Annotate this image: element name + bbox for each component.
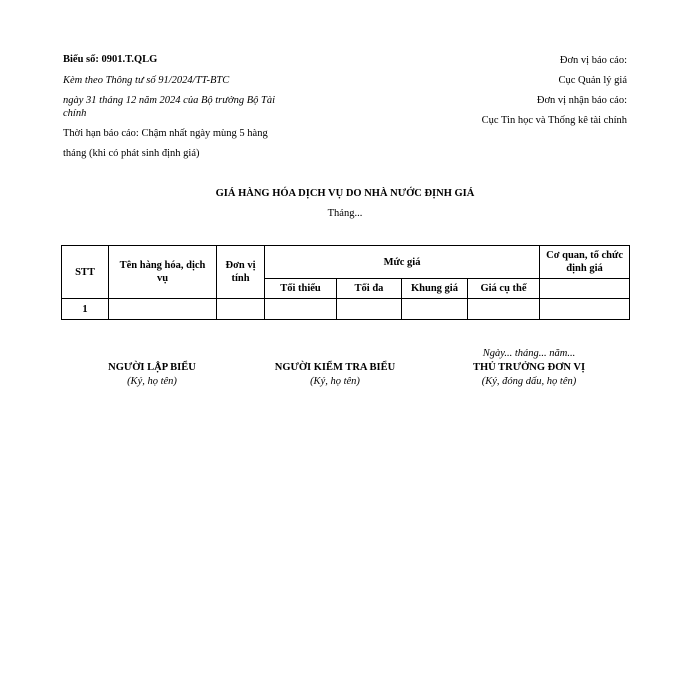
header-unit-line1: Đơn vị xyxy=(225,260,256,271)
reporting-unit: Cục Quản lý giá xyxy=(558,75,627,86)
subheader-min: Tối thiểu xyxy=(265,279,337,299)
signature-date: Ngày... tháng... năm... xyxy=(482,348,576,359)
circular-date-line1: ngày 31 tháng 12 năm 2024 của Bộ trưởng Bộ Tài xyxy=(63,95,275,106)
header-item-name-line1: Tên hàng hóa, dịch xyxy=(119,260,206,271)
header-item-name-line2: vụ xyxy=(156,273,169,284)
subheader-range: Khung giá xyxy=(402,279,468,299)
header-pricing-agency-line2: định giá xyxy=(566,263,603,274)
header-item-name xyxy=(109,246,217,299)
receiving-unit-label: Đơn vị nhận báo cáo: xyxy=(536,95,627,106)
subheader-agency-blank xyxy=(540,279,630,299)
row1-agency xyxy=(540,299,630,320)
row1-min xyxy=(265,299,337,320)
subheader-max: Tối đa xyxy=(337,279,402,299)
header-stt: STT xyxy=(62,246,109,299)
header-pricing-agency xyxy=(540,246,630,279)
checker-note: (Ký, họ tên) xyxy=(310,376,360,387)
head-note: (Ký, đóng dấu, họ tên) xyxy=(481,376,577,387)
header-pricing-agency-line1: Cơ quan, tổ chức xyxy=(546,250,623,261)
table-row xyxy=(62,299,630,320)
preparer-block xyxy=(72,361,232,389)
row1-stt: 1 xyxy=(62,299,109,320)
preparer-title: NGƯỜI LẬP BIỂU xyxy=(108,362,196,373)
attached-circular: Kèm theo Thông tư số 91/2024/TT-BTC xyxy=(63,75,230,86)
reporting-unit-label: Đơn vị báo cáo: xyxy=(559,55,627,66)
subheader-specific: Giá cụ thể xyxy=(468,279,540,299)
checker-block xyxy=(255,361,415,389)
head-title: THỦ TRƯỞNG ĐƠN VỊ xyxy=(472,362,586,373)
report-subtitle: Tháng... xyxy=(327,208,363,219)
header-unit-line2: tính xyxy=(231,273,250,284)
row1-max xyxy=(337,299,402,320)
circular-date-line2: chính xyxy=(63,108,87,119)
price-table xyxy=(61,245,630,320)
deadline-line1: Thời hạn báo cáo: Chậm nhất ngày mùng 5 hàng xyxy=(63,128,268,139)
row1-item-name xyxy=(109,299,217,320)
head-block xyxy=(449,361,609,389)
preparer-note: (Ký, họ tên) xyxy=(127,376,177,387)
receiving-unit: Cục Tin học và Thống kê tài chính xyxy=(481,115,627,126)
row1-range xyxy=(402,299,468,320)
row1-unit xyxy=(217,299,265,320)
row1-specific xyxy=(468,299,540,320)
checker-title: NGƯỜI KIỂM TRA BIỂU xyxy=(274,362,396,373)
header-unit xyxy=(217,246,265,299)
report-title: GIÁ HÀNG HÓA DỊCH VỤ DO NHÀ NƯỚC ĐỊNH GIÁ xyxy=(215,188,475,199)
header-price-level: Mức giá xyxy=(265,246,540,279)
deadline-line2: tháng (khi có phát sinh định giá) xyxy=(63,148,200,159)
form-code: Biểu số: 0901.T.QLG xyxy=(63,54,158,65)
